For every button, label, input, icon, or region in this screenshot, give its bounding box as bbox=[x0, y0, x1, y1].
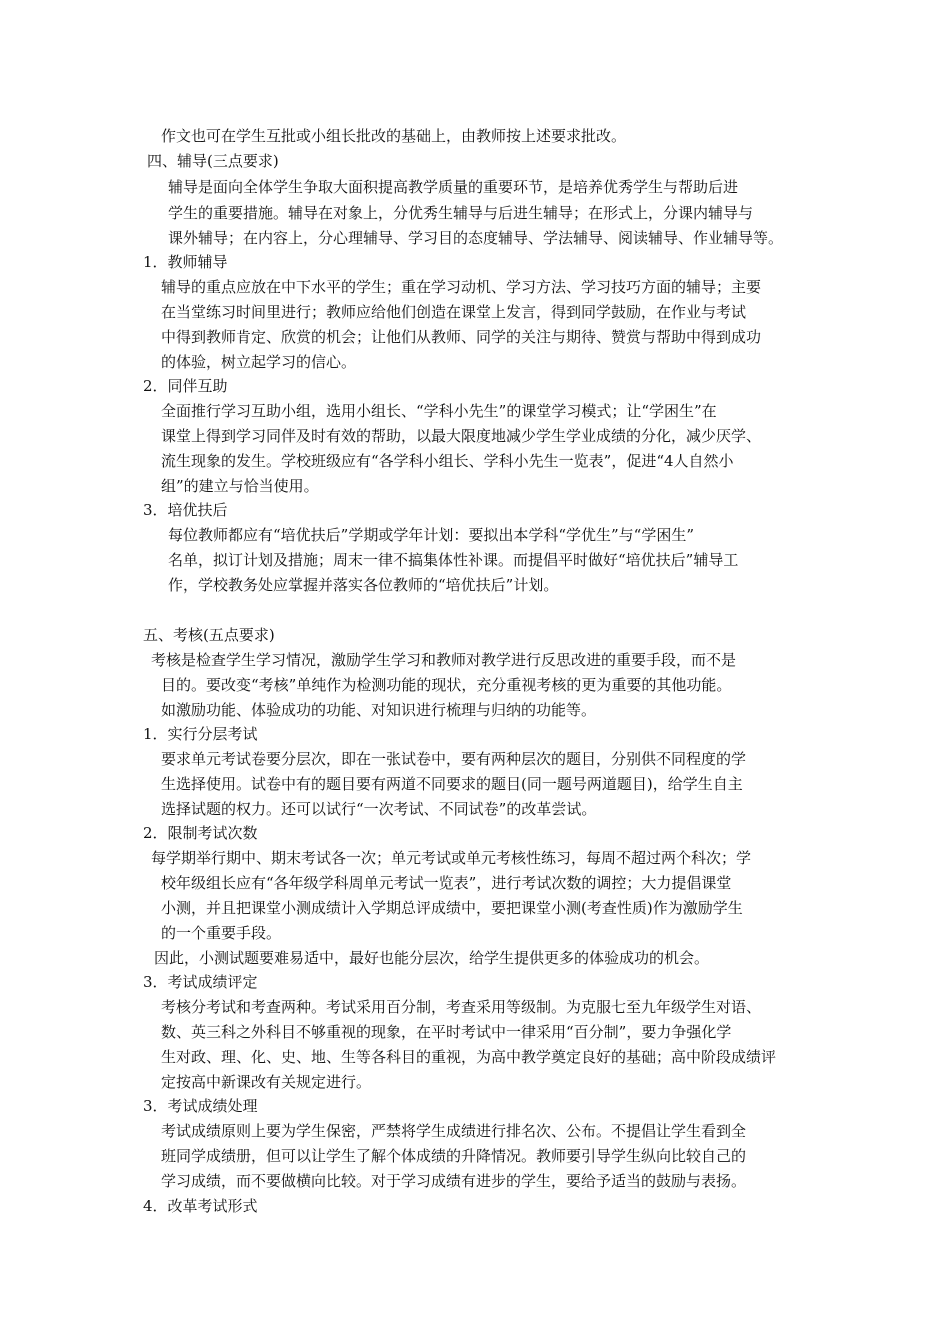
subsection-heading: 4．改革考试形式 bbox=[143, 1197, 258, 1215]
paragraph-line: 学生的重要措施。辅导在对象上，分优秀生辅导与后进生辅导；在形式上，分课内辅导与 bbox=[168, 204, 754, 222]
paragraph-line: 选择试题的权力。还可以试行“一次考试、不同试卷”的改革尝试。 bbox=[161, 800, 597, 818]
paragraph-line: 定按高中新课改有关规定进行。 bbox=[161, 1073, 372, 1091]
paragraph-line: 课堂上得到学习同伴及时有效的帮助，以最大限度地减少学生学业成绩的分化，减少厌学、 bbox=[161, 427, 762, 445]
paragraph-line: 辅导是面向全体学生争取大面积提高教学质量的重要环节，是培养优秀学生与帮助后进 bbox=[168, 178, 739, 196]
paragraph-line: 全面推行学习互助小组，选用小组长、“学科小先生”的课堂学习模式；让“学困生”在 bbox=[161, 402, 717, 420]
paragraph-line: 如激励功能、体验成功的功能、对知识进行梳理与归纳的功能等。 bbox=[161, 701, 597, 719]
paragraph-line: 中得到教师肯定、欣赏的机会；让他们从教师、同学的关注与期待、赞赏与帮助中得到成功 bbox=[161, 328, 762, 346]
subsection-heading: 1．实行分层考试 bbox=[143, 725, 258, 743]
section-heading: 四、辅导(三点要求) bbox=[147, 152, 279, 170]
paragraph-line: 因此，小测试题要难易适中，最好也能分层次，给学生提供更多的体验成功的机会。 bbox=[154, 949, 710, 967]
paragraph-line: 考核分考试和考查两种。考试采用百分制，考查采用等级制。为克服七至九年级学生对语、 bbox=[161, 998, 762, 1016]
paragraph-line: 考试成绩原则上要为学生保密，严禁将学生成绩进行排名次、公布。不提倡让学生看到全 bbox=[161, 1122, 747, 1140]
paragraph-line: 流生现象的发生。学校班级应有“各学科小组长、学科小先生一览表”，促进“4人自然小 bbox=[161, 452, 734, 470]
paragraph-line: 辅导的重点应放在中下水平的学生；重在学习动机、学习方法、学习技巧方面的辅导；主要 bbox=[161, 278, 762, 296]
paragraph-line: 每学期举行期中、期末考试各一次；单元考试或单元考核性练习，每周不超过两个科次；学 bbox=[151, 849, 752, 867]
paragraph-line: 生选择使用。试卷中有的题目要有两道不同要求的题目(同一题号两道题目)，给学生自主 bbox=[161, 775, 743, 793]
subsection-heading: 3．培优扶后 bbox=[143, 501, 228, 519]
paragraph-line: 生对政、理、化、史、地、生等各科目的重视，为高中教学奠定良好的基础；高中阶段成绩评 bbox=[161, 1048, 777, 1066]
paragraph-line: 作，学校教务处应掌握并落实各位教师的“培优扶后”计划。 bbox=[168, 576, 559, 594]
paragraph-line: 考核是检查学生学习情况，激励学生学习和教师对教学进行反思改进的重要手段，而不是 bbox=[151, 651, 737, 669]
subsection-heading: 2．限制考试次数 bbox=[143, 824, 258, 842]
paragraph-line: 班同学成绩册，但可以让学生了解个体成绩的升降情况。教师要引导学生纵向比较自己的 bbox=[161, 1147, 747, 1165]
paragraph-line: 作文也可在学生互批或小组长批改的基础上，由教师按上述要求批改。 bbox=[161, 127, 627, 145]
section-heading: 五、考核(五点要求) bbox=[143, 626, 275, 644]
subsection-heading: 1．教师辅导 bbox=[143, 253, 228, 271]
paragraph-line: 学习成绩，而不要做横向比较。对于学习成绩有进步的学生，要给予适当的鼓励与表扬。 bbox=[161, 1172, 747, 1190]
paragraph-line: 组”的建立与恰当使用。 bbox=[161, 477, 319, 495]
paragraph-line: 校年级组长应有“各年级学科周单元考试一览表”，进行考试次数的调控；大力提倡课堂 bbox=[161, 874, 732, 892]
paragraph-line: 的体验，树立起学习的信心。 bbox=[161, 353, 357, 371]
paragraph-line: 在当堂练习时间里进行；教师应给他们创造在课堂上发言，得到同学鼓励，在作业与考试 bbox=[161, 303, 747, 321]
paragraph-line: 名单，拟订计划及措施；周末一律不搞集体性补课。而提倡平时做好“培优扶后”辅导工 bbox=[168, 551, 739, 569]
paragraph-line: 的一个重要手段。 bbox=[161, 924, 282, 942]
subsection-heading: 2．同伴互助 bbox=[143, 377, 228, 395]
subsection-heading: 3．考试成绩处理 bbox=[143, 1097, 258, 1115]
paragraph-line: 每位教师都应有“培优扶后”学期或学年计划：要拟出本学科“学优生”与“学困生” bbox=[168, 526, 695, 544]
subsection-heading: 3．考试成绩评定 bbox=[143, 973, 258, 991]
paragraph-line: 课外辅导；在内容上，分心理辅导、学习目的态度辅导、学法辅导、阅读辅导、作业辅导等。 bbox=[168, 229, 784, 247]
paragraph-line: 目的。要改变“考核”单纯作为检测功能的现状，充分重视考核的更为重要的其他功能。 bbox=[161, 676, 732, 694]
paragraph-line: 数、英三科之外科目不够重视的现象，在平时考试中一律采用“百分制”，要力争强化学 bbox=[161, 1023, 732, 1041]
paragraph-line: 小测，并且把课堂小测成绩计入学期总评成绩中，要把课堂小测(考查性质)作为激励学生 bbox=[161, 899, 743, 917]
paragraph-line: 要求单元考试卷要分层次，即在一张试卷中，要有两种层次的题目，分别供不同程度的学 bbox=[161, 750, 747, 768]
